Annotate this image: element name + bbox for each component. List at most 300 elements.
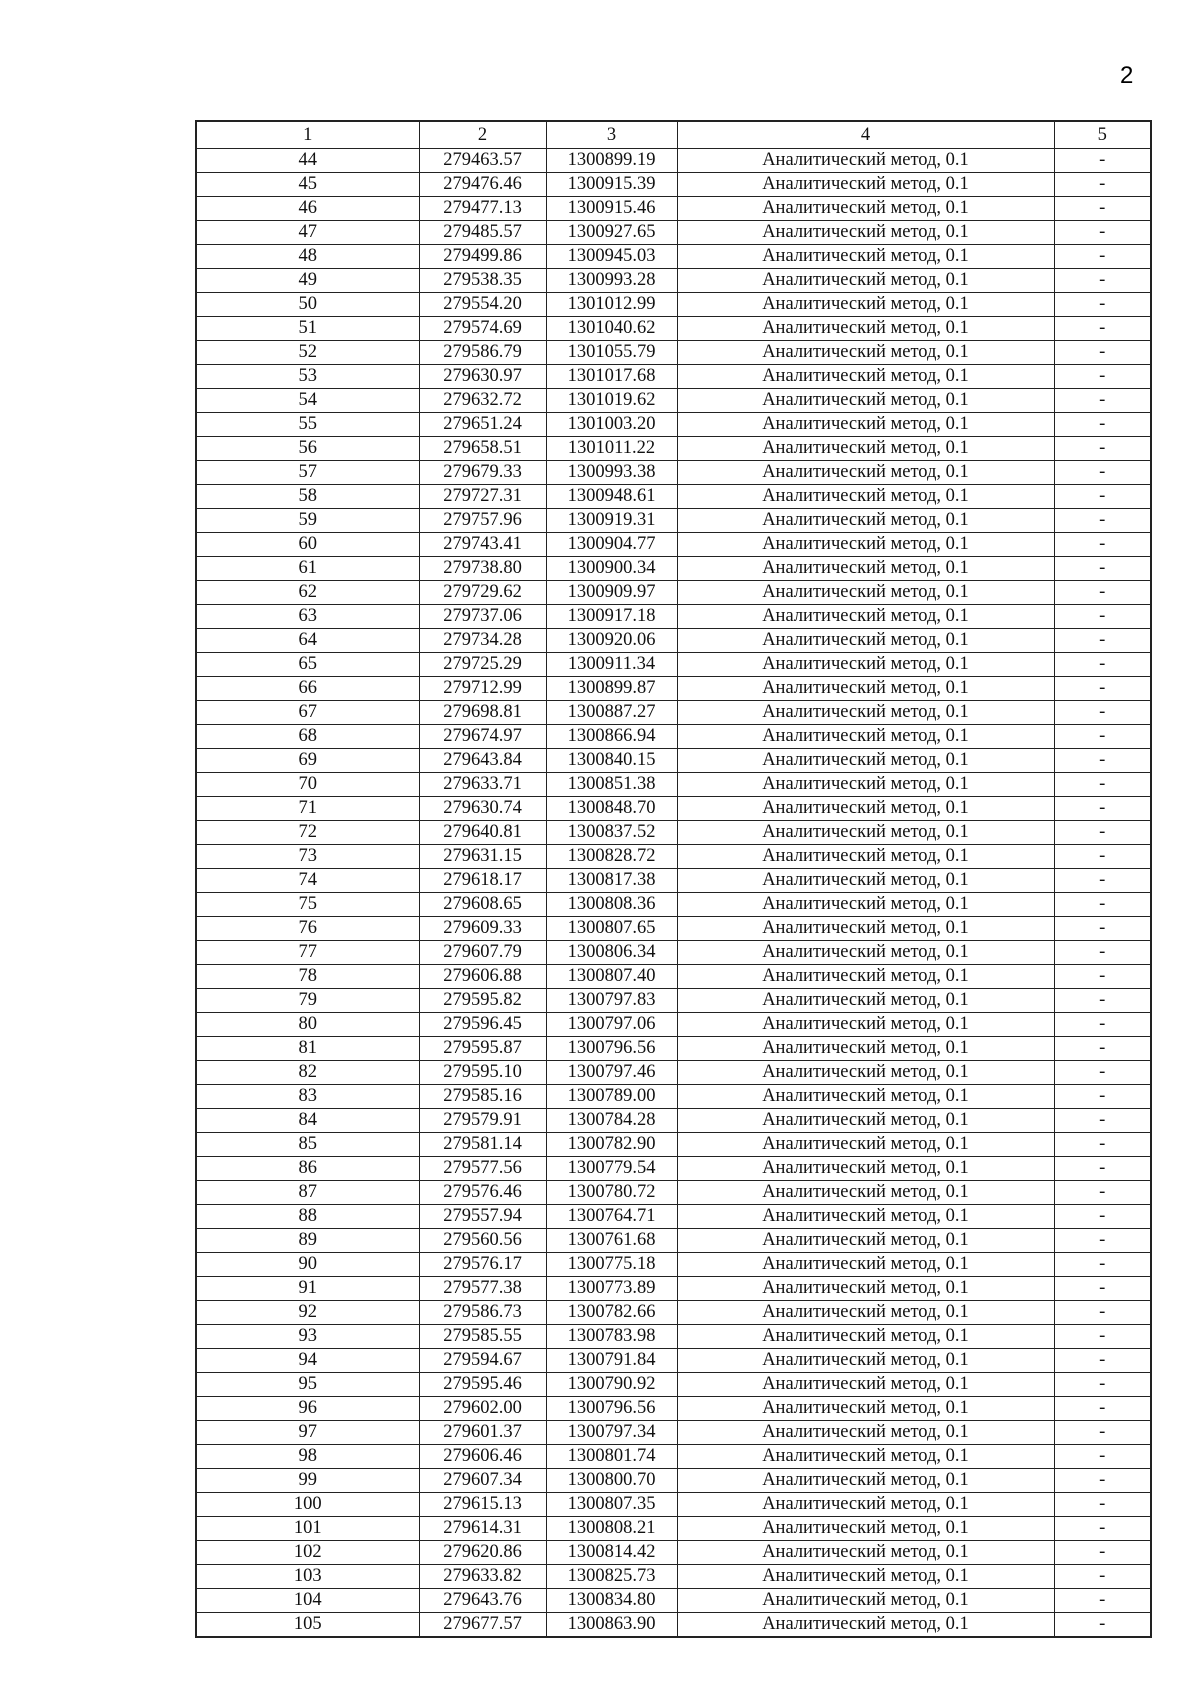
y-coordinate-cell: 1300806.34: [546, 941, 677, 965]
note-cell: -: [1054, 989, 1151, 1013]
y-coordinate-cell: 1300814.42: [546, 1541, 677, 1565]
point-number-cell: 70: [196, 773, 419, 797]
method-cell: Аналитический метод, 0.1: [677, 821, 1054, 845]
method-cell: Аналитический метод, 0.1: [677, 1541, 1054, 1565]
y-coordinate-cell: 1300761.68: [546, 1229, 677, 1253]
point-number-cell: 88: [196, 1205, 419, 1229]
x-coordinate-cell: 279643.76: [419, 1589, 546, 1613]
point-number-cell: 79: [196, 989, 419, 1013]
method-cell: Аналитический метод, 0.1: [677, 1589, 1054, 1613]
x-coordinate-cell: 279632.72: [419, 389, 546, 413]
point-number-cell: 51: [196, 317, 419, 341]
method-cell: Аналитический метод, 0.1: [677, 1061, 1054, 1085]
y-coordinate-cell: 1300911.34: [546, 653, 677, 677]
table-row: [196, 1157, 1151, 1181]
table-row: [196, 1325, 1151, 1349]
note-cell: -: [1054, 1037, 1151, 1061]
column-header: 1: [196, 121, 419, 149]
y-coordinate-cell: 1300828.72: [546, 845, 677, 869]
note-cell: -: [1054, 653, 1151, 677]
method-cell: Аналитический метод, 0.1: [677, 1085, 1054, 1109]
y-coordinate-cell: 1300808.21: [546, 1517, 677, 1541]
table-row: [196, 869, 1151, 893]
table-row: [196, 1037, 1151, 1061]
method-cell: Аналитический метод, 0.1: [677, 1325, 1054, 1349]
note-cell: -: [1054, 269, 1151, 293]
table-row: [196, 773, 1151, 797]
note-cell: -: [1054, 1205, 1151, 1229]
table-row: [196, 1277, 1151, 1301]
note-cell: -: [1054, 797, 1151, 821]
method-cell: Аналитический метод, 0.1: [677, 389, 1054, 413]
x-coordinate-cell: 279595.10: [419, 1061, 546, 1085]
table-row: [196, 1373, 1151, 1397]
note-cell: -: [1054, 293, 1151, 317]
y-coordinate-cell: 1300945.03: [546, 245, 677, 269]
method-cell: Аналитический метод, 0.1: [677, 1301, 1054, 1325]
method-cell: Аналитический метод, 0.1: [677, 1373, 1054, 1397]
column-header: 2: [419, 121, 546, 149]
point-number-cell: 45: [196, 173, 419, 197]
point-number-cell: 98: [196, 1445, 419, 1469]
note-cell: -: [1054, 605, 1151, 629]
x-coordinate-cell: 279606.46: [419, 1445, 546, 1469]
point-number-cell: 66: [196, 677, 419, 701]
table-row: [196, 1517, 1151, 1541]
point-number-cell: 69: [196, 749, 419, 773]
note-cell: -: [1054, 221, 1151, 245]
x-coordinate-cell: 279574.69: [419, 317, 546, 341]
point-number-cell: 104: [196, 1589, 419, 1613]
point-number-cell: 47: [196, 221, 419, 245]
y-coordinate-cell: 1300797.83: [546, 989, 677, 1013]
table-row: [196, 581, 1151, 605]
note-cell: -: [1054, 1373, 1151, 1397]
method-cell: Аналитический метод, 0.1: [677, 1277, 1054, 1301]
note-cell: -: [1054, 413, 1151, 437]
y-coordinate-cell: 1300796.56: [546, 1037, 677, 1061]
y-coordinate-cell: 1300817.38: [546, 869, 677, 893]
note-cell: -: [1054, 701, 1151, 725]
table-row: [196, 1301, 1151, 1325]
y-coordinate-cell: 1300784.28: [546, 1109, 677, 1133]
point-number-cell: 73: [196, 845, 419, 869]
y-coordinate-cell: 1300779.54: [546, 1157, 677, 1181]
y-coordinate-cell: 1300915.39: [546, 173, 677, 197]
point-number-cell: 78: [196, 965, 419, 989]
y-coordinate-cell: 1300801.74: [546, 1445, 677, 1469]
method-cell: Аналитический метод, 0.1: [677, 149, 1054, 173]
note-cell: -: [1054, 821, 1151, 845]
x-coordinate-cell: 279651.24: [419, 413, 546, 437]
table-row: [196, 1397, 1151, 1421]
note-cell: -: [1054, 677, 1151, 701]
x-coordinate-cell: 279743.41: [419, 533, 546, 557]
y-coordinate-cell: 1301011.22: [546, 437, 677, 461]
method-cell: Аналитический метод, 0.1: [677, 869, 1054, 893]
table-row: [196, 1613, 1151, 1638]
point-number-cell: 62: [196, 581, 419, 605]
y-coordinate-cell: 1300837.52: [546, 821, 677, 845]
y-coordinate-cell: 1300848.70: [546, 797, 677, 821]
x-coordinate-cell: 279677.57: [419, 1613, 546, 1638]
x-coordinate-cell: 279631.15: [419, 845, 546, 869]
note-cell: -: [1054, 1061, 1151, 1085]
y-coordinate-cell: 1300800.70: [546, 1469, 677, 1493]
method-cell: Аналитический метод, 0.1: [677, 1013, 1054, 1037]
x-coordinate-cell: 279595.46: [419, 1373, 546, 1397]
table-row: [196, 1229, 1151, 1253]
table-row: [196, 413, 1151, 437]
point-number-cell: 65: [196, 653, 419, 677]
method-cell: Аналитический метод, 0.1: [677, 917, 1054, 941]
method-cell: Аналитический метод, 0.1: [677, 989, 1054, 1013]
method-cell: Аналитический метод, 0.1: [677, 1181, 1054, 1205]
y-coordinate-cell: 1300782.66: [546, 1301, 677, 1325]
x-coordinate-cell: 279581.14: [419, 1133, 546, 1157]
note-cell: -: [1054, 1397, 1151, 1421]
y-coordinate-cell: 1300807.40: [546, 965, 677, 989]
note-cell: -: [1054, 917, 1151, 941]
point-number-cell: 82: [196, 1061, 419, 1085]
note-cell: -: [1054, 629, 1151, 653]
table-row: [196, 1421, 1151, 1445]
x-coordinate-cell: 279476.46: [419, 173, 546, 197]
method-cell: Аналитический метод, 0.1: [677, 317, 1054, 341]
table-row: [196, 1349, 1151, 1373]
table-row: [196, 245, 1151, 269]
table-row: [196, 269, 1151, 293]
point-number-cell: 102: [196, 1541, 419, 1565]
note-cell: -: [1054, 341, 1151, 365]
y-coordinate-cell: 1300764.71: [546, 1205, 677, 1229]
point-number-cell: 94: [196, 1349, 419, 1373]
y-coordinate-cell: 1300791.84: [546, 1349, 677, 1373]
method-cell: Аналитический метод, 0.1: [677, 1397, 1054, 1421]
note-cell: -: [1054, 1541, 1151, 1565]
y-coordinate-cell: 1300783.98: [546, 1325, 677, 1349]
y-coordinate-cell: 1300851.38: [546, 773, 677, 797]
table-row: [196, 629, 1151, 653]
x-coordinate-cell: 279609.33: [419, 917, 546, 941]
table-row: [196, 845, 1151, 869]
y-coordinate-cell: 1300797.46: [546, 1061, 677, 1085]
y-coordinate-cell: 1300866.94: [546, 725, 677, 749]
x-coordinate-cell: 279607.34: [419, 1469, 546, 1493]
table-row: [196, 1013, 1151, 1037]
method-cell: Аналитический метод, 0.1: [677, 701, 1054, 725]
table-row: [196, 197, 1151, 221]
point-number-cell: 100: [196, 1493, 419, 1517]
table-row: [196, 485, 1151, 509]
note-cell: -: [1054, 173, 1151, 197]
y-coordinate-cell: 1300807.65: [546, 917, 677, 941]
note-cell: -: [1054, 965, 1151, 989]
note-cell: -: [1054, 533, 1151, 557]
y-coordinate-cell: 1300948.61: [546, 485, 677, 509]
note-cell: -: [1054, 1565, 1151, 1589]
method-cell: Аналитический метод, 0.1: [677, 1037, 1054, 1061]
point-number-cell: 56: [196, 437, 419, 461]
x-coordinate-cell: 279554.20: [419, 293, 546, 317]
point-number-cell: 93: [196, 1325, 419, 1349]
x-coordinate-cell: 279596.45: [419, 1013, 546, 1037]
point-number-cell: 67: [196, 701, 419, 725]
coordinates-table: [195, 120, 1152, 1638]
y-coordinate-cell: 1300808.36: [546, 893, 677, 917]
table-row: [196, 1133, 1151, 1157]
point-number-cell: 75: [196, 893, 419, 917]
point-number-cell: 57: [196, 461, 419, 485]
x-coordinate-cell: 279586.79: [419, 341, 546, 365]
table-row: [196, 941, 1151, 965]
point-number-cell: 80: [196, 1013, 419, 1037]
table-row: [196, 1541, 1151, 1565]
method-cell: Аналитический метод, 0.1: [677, 1253, 1054, 1277]
note-cell: -: [1054, 509, 1151, 533]
y-coordinate-cell: 1300863.90: [546, 1613, 677, 1638]
x-coordinate-cell: 279618.17: [419, 869, 546, 893]
point-number-cell: 84: [196, 1109, 419, 1133]
note-cell: -: [1054, 1109, 1151, 1133]
note-cell: -: [1054, 1157, 1151, 1181]
point-number-cell: 86: [196, 1157, 419, 1181]
y-coordinate-cell: 1300887.27: [546, 701, 677, 725]
table-row: [196, 1445, 1151, 1469]
point-number-cell: 89: [196, 1229, 419, 1253]
x-coordinate-cell: 279608.65: [419, 893, 546, 917]
method-cell: Аналитический метод, 0.1: [677, 677, 1054, 701]
x-coordinate-cell: 279729.62: [419, 581, 546, 605]
table-row: [196, 1109, 1151, 1133]
x-coordinate-cell: 279633.71: [419, 773, 546, 797]
x-coordinate-cell: 279601.37: [419, 1421, 546, 1445]
x-coordinate-cell: 279725.29: [419, 653, 546, 677]
point-number-cell: 52: [196, 341, 419, 365]
table-header: [196, 121, 1151, 149]
note-cell: -: [1054, 437, 1151, 461]
y-coordinate-cell: 1300834.80: [546, 1589, 677, 1613]
table-row: [196, 509, 1151, 533]
table-row: [196, 1469, 1151, 1493]
note-cell: -: [1054, 845, 1151, 869]
method-cell: Аналитический метод, 0.1: [677, 749, 1054, 773]
y-coordinate-cell: 1300904.77: [546, 533, 677, 557]
x-coordinate-cell: 279633.82: [419, 1565, 546, 1589]
x-coordinate-cell: 279615.13: [419, 1493, 546, 1517]
x-coordinate-cell: 279640.81: [419, 821, 546, 845]
method-cell: Аналитический метод, 0.1: [677, 245, 1054, 269]
table-row: [196, 1181, 1151, 1205]
x-coordinate-cell: 279630.97: [419, 365, 546, 389]
method-cell: Аналитический метод, 0.1: [677, 605, 1054, 629]
table-row: [196, 917, 1151, 941]
x-coordinate-cell: 279698.81: [419, 701, 546, 725]
point-number-cell: 49: [196, 269, 419, 293]
x-coordinate-cell: 279602.00: [419, 1397, 546, 1421]
method-cell: Аналитический метод, 0.1: [677, 509, 1054, 533]
point-number-cell: 96: [196, 1397, 419, 1421]
y-coordinate-cell: 1300790.92: [546, 1373, 677, 1397]
point-number-cell: 76: [196, 917, 419, 941]
point-number-cell: 74: [196, 869, 419, 893]
page-number: 2: [1120, 62, 1134, 89]
method-cell: Аналитический метод, 0.1: [677, 533, 1054, 557]
table-row: [196, 557, 1151, 581]
note-cell: -: [1054, 149, 1151, 173]
y-coordinate-cell: 1300899.87: [546, 677, 677, 701]
method-cell: Аналитический метод, 0.1: [677, 221, 1054, 245]
x-coordinate-cell: 279595.87: [419, 1037, 546, 1061]
note-cell: -: [1054, 1133, 1151, 1157]
table-row: [196, 437, 1151, 461]
note-cell: -: [1054, 557, 1151, 581]
table-row: [196, 1253, 1151, 1277]
x-coordinate-cell: 279585.55: [419, 1325, 546, 1349]
method-cell: Аналитический метод, 0.1: [677, 341, 1054, 365]
method-cell: Аналитический метод, 0.1: [677, 413, 1054, 437]
table-row: [196, 1589, 1151, 1613]
note-cell: -: [1054, 1469, 1151, 1493]
note-cell: -: [1054, 461, 1151, 485]
method-cell: Аналитический метод, 0.1: [677, 485, 1054, 509]
point-number-cell: 60: [196, 533, 419, 557]
method-cell: Аналитический метод, 0.1: [677, 941, 1054, 965]
y-coordinate-cell: 1300775.18: [546, 1253, 677, 1277]
note-cell: -: [1054, 1517, 1151, 1541]
x-coordinate-cell: 279727.31: [419, 485, 546, 509]
note-cell: -: [1054, 581, 1151, 605]
note-cell: -: [1054, 245, 1151, 269]
column-header: 5: [1054, 121, 1151, 149]
y-coordinate-cell: 1300807.35: [546, 1493, 677, 1517]
method-cell: Аналитический метод, 0.1: [677, 965, 1054, 989]
method-cell: Аналитический метод, 0.1: [677, 437, 1054, 461]
method-cell: Аналитический метод, 0.1: [677, 1133, 1054, 1157]
point-number-cell: 71: [196, 797, 419, 821]
x-coordinate-cell: 279538.35: [419, 269, 546, 293]
point-number-cell: 83: [196, 1085, 419, 1109]
x-coordinate-cell: 279499.86: [419, 245, 546, 269]
x-coordinate-cell: 279606.88: [419, 965, 546, 989]
table-row: [196, 821, 1151, 845]
point-number-cell: 95: [196, 1373, 419, 1397]
x-coordinate-cell: 279595.82: [419, 989, 546, 1013]
table-row: [196, 149, 1151, 173]
x-coordinate-cell: 279607.79: [419, 941, 546, 965]
table-row: [196, 1205, 1151, 1229]
point-number-cell: 63: [196, 605, 419, 629]
method-cell: Аналитический метод, 0.1: [677, 1157, 1054, 1181]
x-coordinate-cell: 279477.13: [419, 197, 546, 221]
note-cell: -: [1054, 1277, 1151, 1301]
point-number-cell: 53: [196, 365, 419, 389]
x-coordinate-cell: 279577.38: [419, 1277, 546, 1301]
point-number-cell: 105: [196, 1613, 419, 1638]
point-number-cell: 44: [196, 149, 419, 173]
y-coordinate-cell: 1300900.34: [546, 557, 677, 581]
y-coordinate-cell: 1300840.15: [546, 749, 677, 773]
table-row: [196, 677, 1151, 701]
note-cell: -: [1054, 389, 1151, 413]
y-coordinate-cell: 1300909.97: [546, 581, 677, 605]
note-cell: -: [1054, 1181, 1151, 1205]
y-coordinate-cell: 1300773.89: [546, 1277, 677, 1301]
method-cell: Аналитический метод, 0.1: [677, 1565, 1054, 1589]
x-coordinate-cell: 279614.31: [419, 1517, 546, 1541]
x-coordinate-cell: 279712.99: [419, 677, 546, 701]
point-number-cell: 59: [196, 509, 419, 533]
y-coordinate-cell: 1301040.62: [546, 317, 677, 341]
point-number-cell: 97: [196, 1421, 419, 1445]
method-cell: Аналитический метод, 0.1: [677, 1205, 1054, 1229]
y-coordinate-cell: 1300825.73: [546, 1565, 677, 1589]
table-row: [196, 389, 1151, 413]
note-cell: -: [1054, 1589, 1151, 1613]
table-row: [196, 605, 1151, 629]
table-row: [196, 797, 1151, 821]
point-number-cell: 85: [196, 1133, 419, 1157]
y-coordinate-cell: 1300797.34: [546, 1421, 677, 1445]
method-cell: Аналитический метод, 0.1: [677, 557, 1054, 581]
note-cell: -: [1054, 773, 1151, 797]
method-cell: Аналитический метод, 0.1: [677, 1421, 1054, 1445]
x-coordinate-cell: 279734.28: [419, 629, 546, 653]
point-number-cell: 68: [196, 725, 419, 749]
method-cell: Аналитический метод, 0.1: [677, 461, 1054, 485]
header-row: [196, 121, 1151, 149]
method-cell: Аналитический метод, 0.1: [677, 773, 1054, 797]
y-coordinate-cell: 1300780.72: [546, 1181, 677, 1205]
y-coordinate-cell: 1300993.38: [546, 461, 677, 485]
x-coordinate-cell: 279485.57: [419, 221, 546, 245]
note-cell: -: [1054, 365, 1151, 389]
method-cell: Аналитический метод, 0.1: [677, 1445, 1054, 1469]
table-row: [196, 1061, 1151, 1085]
x-coordinate-cell: 279679.33: [419, 461, 546, 485]
note-cell: -: [1054, 1085, 1151, 1109]
note-cell: -: [1054, 941, 1151, 965]
table-row: [196, 1493, 1151, 1517]
point-number-cell: 72: [196, 821, 419, 845]
table-row: [196, 965, 1151, 989]
y-coordinate-cell: 1301003.20: [546, 413, 677, 437]
table-row: [196, 173, 1151, 197]
y-coordinate-cell: 1300782.90: [546, 1133, 677, 1157]
x-coordinate-cell: 279577.56: [419, 1157, 546, 1181]
y-coordinate-cell: 1301019.62: [546, 389, 677, 413]
note-cell: -: [1054, 1493, 1151, 1517]
table-row: [196, 365, 1151, 389]
x-coordinate-cell: 279463.57: [419, 149, 546, 173]
note-cell: -: [1054, 317, 1151, 341]
x-coordinate-cell: 279579.91: [419, 1109, 546, 1133]
point-number-cell: 58: [196, 485, 419, 509]
x-coordinate-cell: 279557.94: [419, 1205, 546, 1229]
column-header: 3: [546, 121, 677, 149]
point-number-cell: 64: [196, 629, 419, 653]
note-cell: -: [1054, 749, 1151, 773]
column-header: 4: [677, 121, 1054, 149]
table-body: [196, 149, 1151, 1638]
y-coordinate-cell: 1300796.56: [546, 1397, 677, 1421]
method-cell: Аналитический метод, 0.1: [677, 629, 1054, 653]
table-row: [196, 893, 1151, 917]
note-cell: -: [1054, 869, 1151, 893]
table-row: [196, 653, 1151, 677]
method-cell: Аналитический метод, 0.1: [677, 1517, 1054, 1541]
x-coordinate-cell: 279658.51: [419, 437, 546, 461]
